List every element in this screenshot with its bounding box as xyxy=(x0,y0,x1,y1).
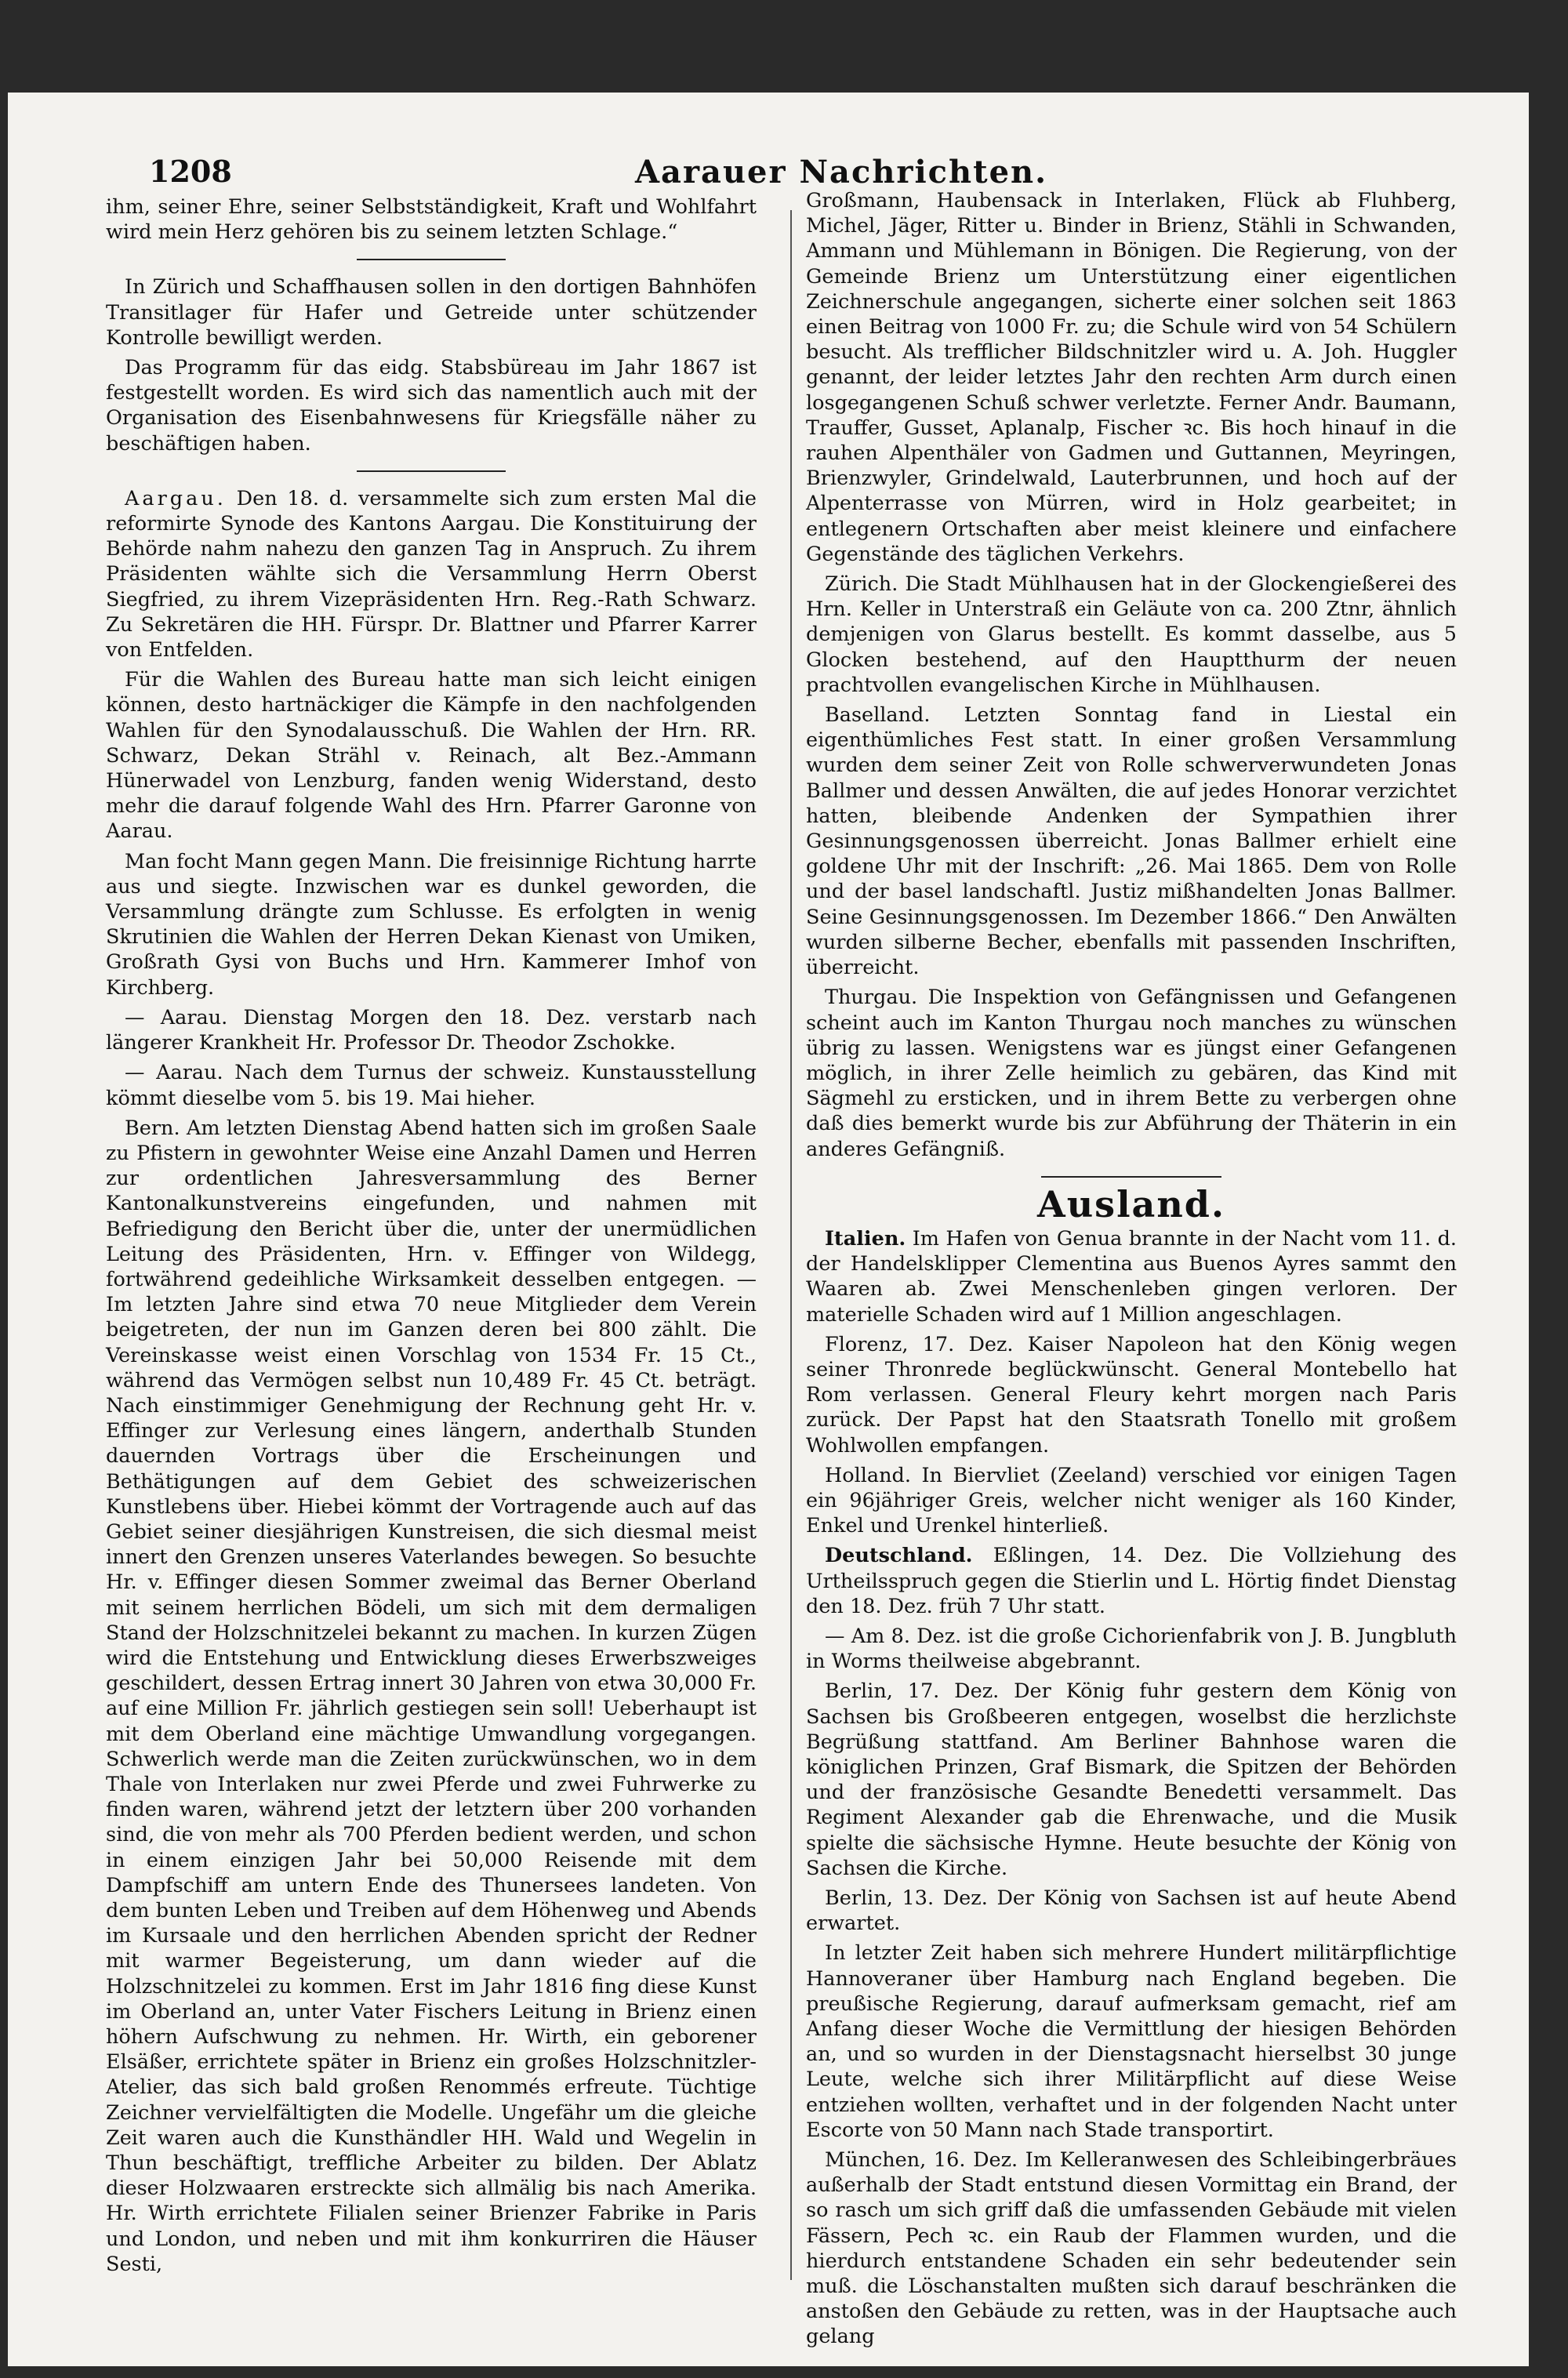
separator-rule xyxy=(357,259,506,260)
page-number: 1208 xyxy=(149,154,232,189)
article-paragraph: Bern. Am letzten Dienstag Abend hatten sich im großen Saale zu Pfistern in gewohnter Weise eine Anzahl Damen und Herren zur ordentlichen Jahresversammlung des Berner Kantonalkunstvereins eingefunden, und nahmen mit Befriedigung den Bericht über die, unter der unermüdlichen Leitung des Präsidenten, Hrn. v. Effinger von Wildegg, fortwährend gedeihliche Wirksamkeit desselben entgegen. — Im letzten Jahre sind etwa 70 neue Mitglieder dem Verein beigetreten, der nun im Ganzen deren bei 800 zählt. Die Vereinskasse weist einen Vorschlag von 1534 Fr. 15 Ct., während das Vermögen selbst nun 10,489 Fr. 45 Ct. beträgt. Nach einstimmiger Genehmigung der Rechnung geht Hr. v. Effinger zur Verlesung eines längern, anderthalb Stunden dauernden Vortrags über die Erscheinungen und Bethätigungen auf dem Gebiet des schweizerischen Kunstlebens über. Hiebei kömmt der Vortragende auch auf das Gebiet seiner diesjährigen Kunstreisen, die sich diesmal meist innert den Grenzen unseres Vaterlandes bewegen. So besuchte Hr. v. Effinger diesen Sommer zweimal das Berner Oberland mit seinem herrlichen Bödeli, um sich mit dem dermaligen Stand der Holzschnitzelei bekannt zu machen. In kurzen Zügen wird die Entstehung und Entwicklung dieses Erwerbszweiges geschildert, dessen Ertrag innert 30 Jahren von etwa 30,000 Fr. auf eine Million Fr. jährlich gestiegen sein soll! Ueberhaupt ist mit dem Oberland eine mächtige Umwandlung vorgegangen. Schwerlich werde man die Zeiten zurückwünschen, wo in dem Thale von Interlaken nur zwei Pferde und zwei Fuhrwerke zu finden waren, während jetzt der letztern über 200 vorhanden sind, die von mehr als 700 Pferden bedient werden, und schon in einem einzigen Jahr bei 50,000 Reisende mit dem Dampfschiff am untern Ende des Thunersees landeten. Von dem bunten Leben und Treiben auf dem Höhenweg und Abends im Kursaale und den herrlichen Abenden spricht der Redner mit warmer Begeisterung, um dann wieder auf die Holzschnitzelei zu kommen. Erst im Jahr 1816 fing diese Kunst im Oberland an, unter Vater Fischers Leitung in Brienz einen höhern Aufschwung zu nehmen. Hr. Wirth, ein geborener Elsäßer, errichtete später in Brienz ein großes Holzschnitzler-Atelier, das sich bald großen Renommés erfreute. Tüchtige Zeichner vervielfältigten die Modelle. Ungefähr um die gleiche Zeit waren auch die Kunsthändler HH. Wald und Wegelin in Thun beschäftigt, treffliche Arbeiter zu bilden. Der Ablatz dieser Holzwaaren erstreckte sich allmälig bis nach Amerika. Hr. Wirth errichtete Filialen seiner Brienzer Fabrike in Paris und London, und neben und mit ihm konkurriren die Häuser Sesti, xyxy=(106,1116,757,2276)
article-paragraph xyxy=(806,1226,1457,1327)
country-name: Italien. xyxy=(825,1226,906,1251)
article-paragraph xyxy=(106,486,757,663)
article-paragraph: Man focht Mann gegen Mann. Die freisinnige Richtung harrte aus und siegte. Inzwischen war es dunkel geworden, die Versammlung drängte zum Schlusse. Es erfolgten in wenig Skrutinien die Wahlen der Herren Dekan Kienast von Umiken, Großrath Gysi von Buchs und Hrn. Kammerer Imhof von Kirchberg. xyxy=(106,849,757,1000)
article-text: Den 18. d. versammelte sich zum ersten Mal die reformirte Synode des Kantons Aargau. Die Konstituirung der Behörde nahm nahezu den ganzen Tag in Anspruch. Zu ihrem Präsidenten wählte sich die Versammlung Herrn Oberst Siegfried, zu ihrem Vizepräsidenten Hrn. Reg.-Rath Schwarz. Zu Sekretären die HH. Fürspr. Dr. Blattner und Pfarrer Karrer von Entfelden. xyxy=(106,486,757,663)
article-paragraph: In Zürich und Schaffhausen sollen in den dortigen Bahnhöfen Transitlager für Hafer und Getreide unter schützender Kontrolle bewilligt werden. xyxy=(106,275,757,350)
article-paragraph: — Aarau. Dienstag Morgen den 18. Dez. verstarb nach längerer Krankheit Hr. Professor Dr. Theodor Zschokke. xyxy=(106,1005,757,1055)
newspaper-page xyxy=(8,93,1529,2366)
article-paragraph: Holland. In Biervliet (Zeeland) verschied vor einigen Tagen ein 96jähriger Greis, welcher nicht weniger als 160 Kinder, Enkel und Urenkel hinterließ. xyxy=(806,1463,1457,1538)
separator-rule xyxy=(1041,1176,1221,1178)
article-paragraph: ihm, seiner Ehre, seiner Selbstständigkeit, Kraft und Wohlfahrt wird mein Herz gehören bis zu seinem letzten Schlage.“ xyxy=(106,195,757,245)
article-paragraph: In letzter Zeit haben sich mehrere Hundert militärpflichtige Hannoveraner über Hamburg nach England begeben. Die preußische Regierung, darauf aufmerksam gemacht, rief am Anfang dieser Woche die Vermittlung der hiesigen Behörden an, und so wurden in der Dienstagsnacht hierselbst 30 junge Leute, welche sich ihrer Militärpflicht auf diese Weise entziehen wollten, verhaftet und in der folgenden Nacht unter Escorte von 50 Mann nach Stade transportirt. xyxy=(806,1941,1457,2142)
newspaper-title: Aarauer Nachrichten. xyxy=(635,154,1048,191)
place-name: Aargau. xyxy=(125,486,227,510)
article-paragraph: Berlin, 13. Dez. Der König von Sachsen ist auf heute Abend erwartet. xyxy=(806,1886,1457,1936)
left-column xyxy=(106,194,757,2282)
article-paragraph xyxy=(806,1543,1457,1619)
article-paragraph: Zürich. Die Stadt Mühlhausen hat in der Glockengießerei des Hrn. Keller in Unterstraß ein Geläute von ca. 200 Ztnr, ähnlich demjenigen von Glarus bestellt. Es kommt dasselbe, aus 5 Glocken bestehend, auf den Hauptthurm der neuen prachtvollen evangelischen Kirche in Mühlhausen. xyxy=(806,572,1457,697)
article-paragraph: Baselland. Letzten Sonntag fand in Liestal ein eigenthümliches Fest statt. In einer großen Versammlung wurden dem seiner Zeit von Rolle schwerverwundeten Jonas Ballmer und dessen Anwälten, die auf jedes Honorar verzichtet hatten, bleibende Andenken der Sympathien ihrer Gesinnungsgenossen überreicht. Jonas Ballmer erhielt eine goldene Uhr mit der Inschrift: „26. Mai 1865. Dem von Rolle und der basel landschaftl. Justiz mißhandelten Jonas Ballmer. Seine Gesinnungsgenossen. Im Dezember 1866.“ Den Anwälten wurden silberne Becher, ebenfalls mit passenden Inschriften, überreicht. xyxy=(806,703,1457,980)
article-paragraph: München, 16. Dez. Im Kelleranwesen des Schleibingerbräues außerhalb der Stadt entstund diesen Vormittag ein Brand, der so rasch um sich griff daß die umfassenden Gebäude mit vielen Fässern, Pech ꝛc. ein Raub der Flammen wurden, und die hierdurch entstandene Schaden ein sehr bedeutender sein muß. die Löschanstalten mußten sich darauf beschränken die anstoßen den Gebäude zu retten, was in der Hauptsache auch gelang xyxy=(806,2148,1457,2349)
article-paragraph: Berlin, 17. Dez. Der König fuhr gestern dem König von Sachsen bis Großbeeren entgegen, woselbst die herzlichste Begrüßung stattfand. Am Berliner Bahnhose waren die königlichen Prinzen, Graf Bismark, die Spitzen der Behörden und der französische Gesandte Benedetti versammelt. Das Regiment Alexander gab die Ehrenwache, und die Musik spielte die sächsische Hymne. Heute besuchte der König von Sachsen die Kirche. xyxy=(806,1679,1457,1880)
right-column xyxy=(806,188,1457,2354)
section-heading: Ausland. xyxy=(1037,1182,1225,1225)
article-paragraph: — Aarau. Nach dem Turnus der schweiz. Kunstausstellung kömmt dieselbe vom 5. bis 19. Mai hieher. xyxy=(106,1061,757,1110)
article-paragraph: Großmann, Haubensack in Interlaken, Flück ab Fluhberg, Michel, Jäger, Ritter u. Binder in Brienz, Stähli in Schwanden, Ammann und Mühlemann in Bönigen. Die Regierung, von der Gemeinde Brienz um Unterstützung einer eigentlichen Zeichnerschule angegangen, sicherte einer solchen seit 1863 einen Beitrag von 1000 Fr. zu; die Schule wird von 54 Schülern besucht. Als trefflicher Bildschnitzler wird u. A. Joh. Huggler genannt, der leider letztes Jahr den rechten Arm durch einen losgegangenen Schuß schwer verletzte. Ferner Andr. Baumann, Trauffer, Gusset, Aplanalp, Fischer ꝛc. Bis hoch hinauf in die rauhen Alpenthäler von Gadmen und Guttannen, Meyringen, Brienzwyler, Grindelwald, Lauterbrunnen, und hoch auf der Alpenterrasse von Mürren, wird in Holz gearbeitet; in entlegenern Ortschaften aber meist kleinere und einfachere Gegenstände des täglichen Verkehrs. xyxy=(806,189,1457,566)
article-paragraph: Florenz, 17. Dez. Kaiser Napoleon hat den König wegen seiner Thronrede beglückwünscht. General Montebello hat Rom verlassen. General Fleury kehrt morgen nach Paris zurück. Der Papst hat den Staatsrath Tonello mit großem Wohlwollen empfangen. xyxy=(806,1332,1457,1458)
article-paragraph: Das Programm für das eidg. Stabsbüreau im Jahr 1867 ist festgestellt worden. Es wird sich das namentlich auch mit der Organisation des Eisenbahnwesens für Kriegsfälle näher zu beschäftigen haben. xyxy=(106,356,757,456)
article-text: Im Hafen von Genua brannte in der Nacht vom 11. d. der Handelsklipper Clementina aus Buenos Ayres sammt den Waaren ab. Zwei Menschenleben gingen verloren. Der materielle Schaden wird auf 1 Million angeschlagen. xyxy=(806,1226,1457,1327)
separator-rule xyxy=(357,470,506,472)
article-paragraph: Für die Wahlen des Bureau hatte man sich leicht einigen können, desto hartnäckiger die Kämpfe in den nachfolgenden Wahlen für den Synodalausschuß. Die Wahlen der Hrn. RR. Schwarz, Dekan Strähl v. Reinach, alt Bez.-Ammann Hünerwadel von Lenzburg, fanden wenig Widerstand, desto mehr die darauf folgende Wahl des Hrn. Pfarrer Garonne von Aarau. xyxy=(106,668,757,844)
column-divider xyxy=(790,210,792,2280)
article-text: Eßlingen, 14. Dez. Die Vollziehung des Urtheilsspruch gegen die Stierlin und L. Hörtig findet Dienstag den 18. Dez. früh 7 Uhr statt. xyxy=(806,1544,1457,1618)
country-name: Deutschland. xyxy=(825,1544,973,1568)
article-paragraph: Thurgau. Die Inspektion von Gefängnissen und Gefangenen scheint auch im Kanton Thurgau noch manches zu wünschen übrig zu lassen. Wenigstens war es jüngst einer Gefangenen möglich, in ihrer Zelle heimlich zu gebären, das Kind mit Sägmehl zu ersticken, und in ihrem Bette zu verbergen ohne daß dies bemerkt wurde bis zur Abführung der Thäterin in ein anderes Gefängniß. xyxy=(806,986,1457,1161)
article-paragraph: — Am 8. Dez. ist die große Cichorienfabrik von J. B. Jungbluth in Worms theilweise abgebrannt. xyxy=(806,1624,1457,1674)
